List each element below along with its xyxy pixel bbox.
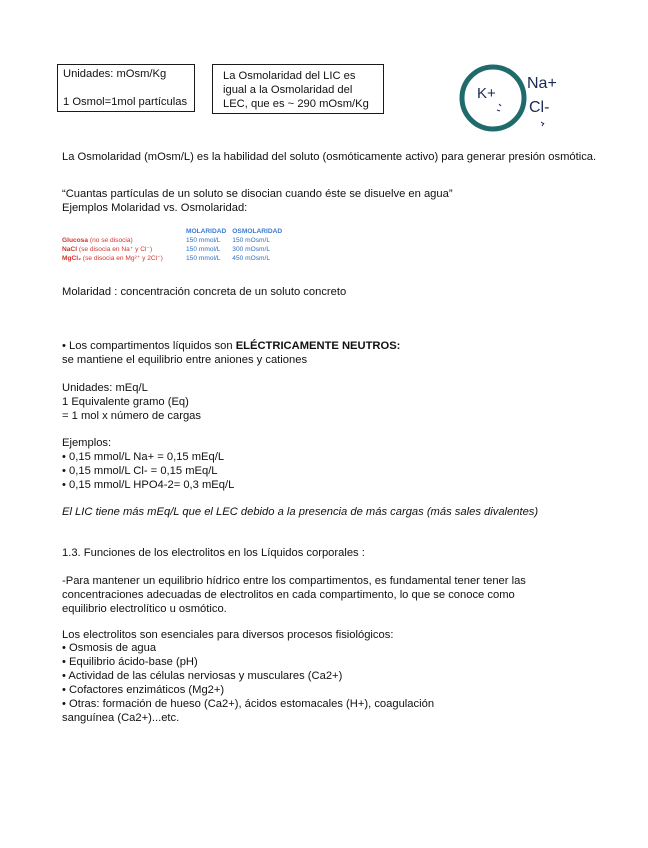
list-item: • Osmosis de agua xyxy=(62,642,157,654)
neutral-bold-text: ELÉCTRICAMENTE NEUTROS: xyxy=(235,340,401,352)
units-box-line-1: Unidades: mOsm/Kg xyxy=(63,68,167,80)
table-row xyxy=(62,236,288,245)
units-meq: Unidades: mEq/L xyxy=(62,382,148,394)
col-molaridad: MOLARIDAD xyxy=(186,228,227,235)
osmolarity-value: 300 mOsm/L xyxy=(232,246,271,253)
molarity-value: 150 mmol/L xyxy=(186,237,221,244)
meq-example-1: • 0,15 mmol/L Na+ = 0,15 mEq/L xyxy=(62,451,225,463)
lic-lec-box-line-2: igual a la Osmolaridad del xyxy=(223,84,353,96)
osmolarity-value: 450 mOsm/L xyxy=(232,255,271,262)
units-box xyxy=(57,64,195,112)
solute-note: (se disocia en Na⁺ y Cl⁻) xyxy=(78,246,153,253)
units-box-line-2: 1 Osmol=1mol partículas xyxy=(63,96,188,108)
ion-inside-label: K+ xyxy=(477,85,496,102)
neutral-line-2: se mantiene el equilibrio entre aniones y cationes xyxy=(62,354,308,366)
section-heading: 1.3. Funciones de los electrolitos en los Líquidos corporales : xyxy=(62,547,365,559)
meq-example-3: • 0,15 mmol/L HPO4-2= 0,3 mEq/L xyxy=(62,479,235,491)
meq-examples-title: Ejemplos: xyxy=(62,437,112,449)
list-item: • Otras: formación de hueso (Ca2+), ácidos estomacales (H+), coagulación xyxy=(62,698,435,710)
list-item: • Cofactores enzimáticos (Mg2+) xyxy=(62,684,225,696)
list-item: • Equilibrio ácido-base (pH) xyxy=(62,656,198,668)
osmolarity-quote: “Cuantas partículas de un soluto se disocian cuando éste se disuelve en agua” xyxy=(62,188,453,200)
solute-name: MgCl₂ xyxy=(62,255,82,262)
examples-title: Ejemplos Molaridad vs. Osmolaridad: xyxy=(62,202,248,214)
lic-note: El LIC tiene más mEq/L que el LEC debido a la presencia de más cargas (más sales divalentes) xyxy=(62,506,539,518)
solute-note: (se disocia en Mg²⁺ y 2Cl⁻) xyxy=(82,255,163,262)
lic-lec-box-line-1: La Osmolaridad del LIC es xyxy=(223,70,356,82)
section-paragraph: -Para mantener un equilibrio hídrico entre los compartimentos, es fundamental tener tener las concentraciones adecuadas de electrolitos en cada compartimento, lo que se conoce como equilibrio electrolítico u osmótico. xyxy=(62,575,526,615)
cell-ions-drawing xyxy=(455,60,585,140)
table-row xyxy=(62,254,288,263)
molarity-value: 150 mmol/L xyxy=(186,246,221,253)
ion-top-label: Na+ xyxy=(527,75,557,92)
meq-example-2: • 0,15 mmol/L Cl- = 0,15 mEq/L xyxy=(62,465,218,477)
solute-name: NaCl xyxy=(62,246,78,253)
lic-lec-box xyxy=(212,64,384,114)
lic-lec-box-line-3: LEC, que es ~ 290 mOsm/Kg xyxy=(223,98,369,110)
solute-note: (no se disocia) xyxy=(89,237,133,244)
table-header-row xyxy=(62,227,288,236)
neutral-text: • Los compartimentos líquidos son xyxy=(62,340,236,352)
molarity-osmolarity-table xyxy=(62,227,288,263)
ion-bottom-label: Cl- xyxy=(529,99,550,116)
units-eq: 1 Equivalente gramo (Eq) xyxy=(62,396,189,408)
molarity-definition: Molaridad : concentración concreta de un soluto concreto xyxy=(62,286,347,298)
units-eq-def: = 1 mol x número de cargas xyxy=(62,410,201,422)
neutral-compartments-line xyxy=(62,339,602,353)
osmolarity-value: 150 mOsm/L xyxy=(232,237,271,244)
list-intro: Los electrolitos son esenciales para diversos procesos fisiológicos: xyxy=(62,629,394,641)
list-item: • Actividad de las células nerviosas y musculares (Ca2+) xyxy=(62,670,343,682)
col-osmolaridad: OSMOLARIDAD xyxy=(232,228,283,235)
solute-name: Glucosa xyxy=(62,237,89,244)
osmolarity-definition: La Osmolaridad (mOsm/L) es la habilidad del soluto (osmóticamente activo) para generar presión osmótica. xyxy=(62,151,597,163)
table-row xyxy=(62,245,288,254)
list-last-line: sanguínea (Ca2+)...etc. xyxy=(62,712,180,724)
molarity-value: 150 mmol/L xyxy=(186,255,221,262)
